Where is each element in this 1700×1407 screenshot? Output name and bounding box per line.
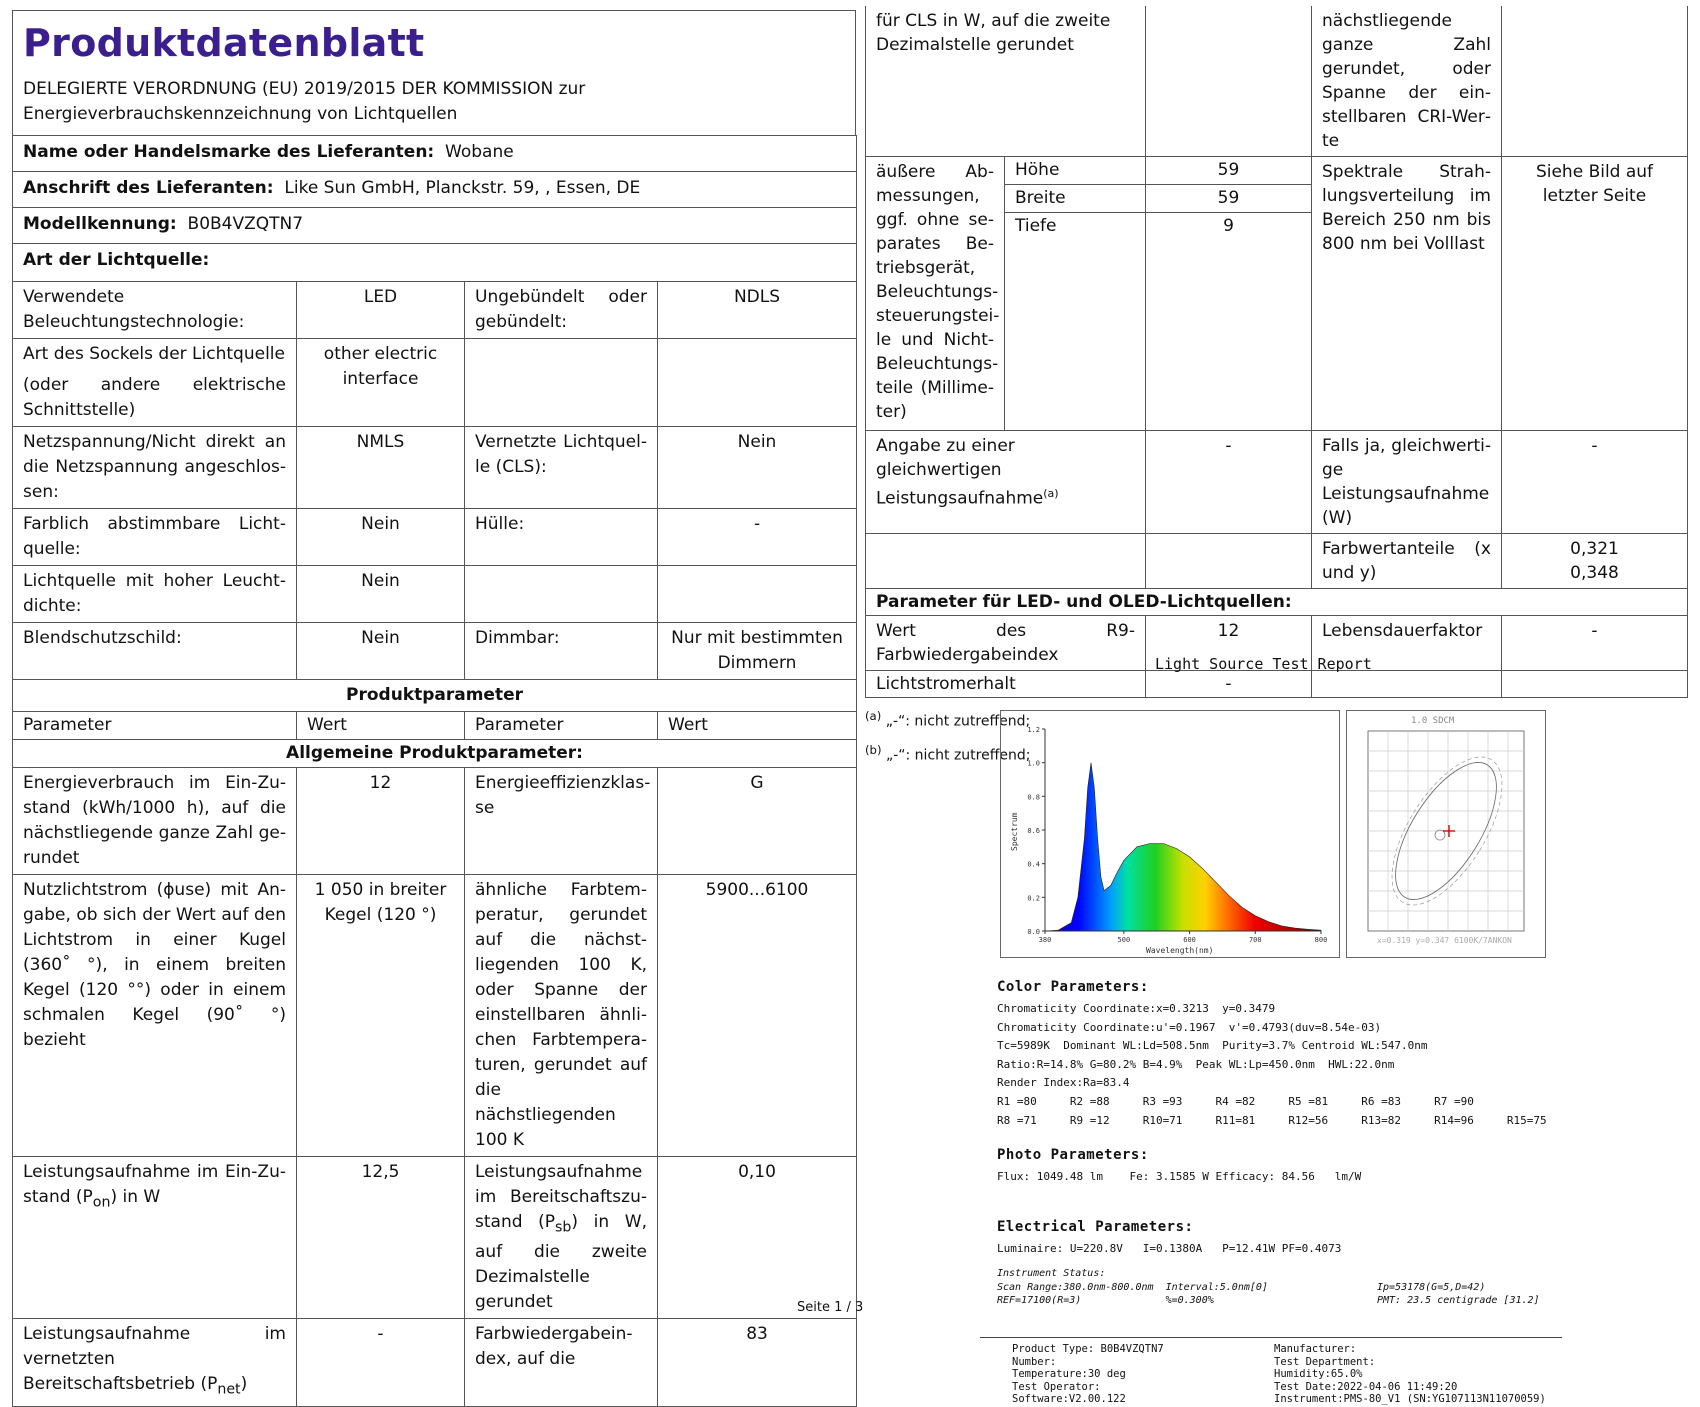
page-title: Produktdatenblatt <box>23 21 425 65</box>
supplier-name-value: Wobane <box>445 142 514 162</box>
column-header-row <box>13 712 857 740</box>
param-value: - <box>658 509 857 566</box>
spectrum-x-tick-label: 500 <box>1117 936 1131 944</box>
supplier-address-value: Like Sun GmbH, Planckstr. 59, , Essen, DE <box>284 178 641 198</box>
param-label: Energieverbrauch im Ein-Zustand (kWh/1000 h), auf die nächstliegende ganze Zahl gerundet <box>13 768 297 875</box>
supplier-name-row <box>13 136 857 172</box>
param-label: Blendschutzschild: <box>13 623 297 680</box>
spectrum-y-tick-label: 0.2 <box>1027 894 1040 903</box>
param-value: G <box>658 768 857 875</box>
footnote-text: „-“: nicht zutreffend; <box>885 713 1031 730</box>
color-line: Chromaticity Coordinate:u'=0.1967 v'=0.4793(duv=8.54e-03) <box>997 1020 1382 1034</box>
table-row <box>866 431 1688 534</box>
param-label: Vernetzte Lichtquelle (CLS): <box>465 427 658 509</box>
column-header: Parameter <box>465 712 658 740</box>
spectrum-series-area <box>1045 763 1321 931</box>
footer-line: Number: <box>1012 1355 1057 1368</box>
spectrum-ylabel: Spectrum <box>1010 812 1019 851</box>
param-label: Lebensdauerfaktor <box>1312 616 1502 671</box>
spectrum-y-tick-label: 1.2 <box>1027 726 1040 734</box>
param-value: Nein <box>297 623 465 680</box>
dim-value: 9 <box>1146 213 1312 431</box>
param-label-text: ) in W, auf die zweite Dezimalstelle gerundet <box>475 1212 648 1313</box>
page-number: Seite 1 / 3 <box>797 1300 864 1315</box>
table-row <box>866 157 1688 185</box>
footer-line: Manufacturer: <box>1274 1343 1357 1355</box>
empty-cell <box>1312 671 1502 698</box>
light-type-row <box>13 244 857 282</box>
spectrum-x-tick-label: 700 <box>1248 936 1262 944</box>
equiv-label: Angabe zu einer gleichwertigen Leistungsaufnahme <box>876 436 1044 509</box>
param-value <box>1502 6 1688 157</box>
param-label: Farbwertanteile (x und y) <box>1312 534 1502 589</box>
socket-label-2: (oder andere elektrische Schnittstelle) <box>23 375 286 420</box>
photo-params-heading: Photo Parameters: <box>997 1147 1149 1163</box>
param-value: Nein <box>658 427 857 509</box>
column-header: Parameter <box>13 712 297 740</box>
param-value <box>658 566 857 623</box>
param-label: Farbwiedergabeindex, auf die <box>465 1319 658 1406</box>
report-title: Light Source Test Report <box>1155 655 1372 673</box>
param-value <box>658 339 857 427</box>
param-value: 12 <box>297 768 465 875</box>
empty-cell <box>866 534 1146 589</box>
socket-label: Art des Sockels der Lichtquelle <box>23 344 285 364</box>
cie-diagram <box>1347 711 1545 957</box>
footer-line: Software:V2.00.122 <box>1012 1393 1126 1406</box>
chroma-y: 0,348 <box>1570 563 1619 583</box>
footnote-text: „-“: nicht zutreffend; <box>885 747 1031 764</box>
footnote-mark: (b) <box>865 742 882 757</box>
report-divider <box>980 1337 1562 1338</box>
dim-name: Höhe <box>1005 157 1146 185</box>
color-line: R8 =71 R9 =12 R10=71 R11=81 R12=56 R13=82 R14=96 R15=75 <box>997 1113 1547 1127</box>
footer-line: Product Type: B0B4VZQTN7 <box>1012 1343 1164 1355</box>
param-label-text: Leistungsaufnahme im Ein-Zustand (P <box>23 1162 286 1207</box>
param-value: - <box>297 1319 465 1406</box>
footer-line: Temperature:30 deg <box>1012 1368 1126 1381</box>
param-value: other electric interface <box>297 339 465 427</box>
supplier-address-row <box>13 172 857 208</box>
instrument-status-heading: Instrument Status: <box>997 1268 1106 1279</box>
color-line: Ratio:R=14.8% G=80.2% B=4.9% Peak WL:Lp=450.0nm HWL:22.0nm <box>997 1057 1395 1071</box>
param-label <box>465 339 658 427</box>
footer-line: Humidity:65.0% <box>1274 1368 1363 1381</box>
photo-params: Flux: 1049.48 lm Fe: 3.1585 W Efficacy: 84.56 lm/W <box>997 1170 1362 1183</box>
light-type-label: Art der Lichtquelle: <box>23 250 210 270</box>
header <box>12 10 856 135</box>
param-value: - <box>1502 616 1688 671</box>
general-title: Allgemeine Produktparameter: <box>13 740 857 768</box>
instrument-status-line-2b: PMT: 23.5 centigrade [31.2] <box>1377 1295 1540 1306</box>
color-line: Chromaticity Coordinate:x=0.3213 y=0.3479 <box>997 1002 1276 1015</box>
dim-value: 59 <box>1146 157 1312 185</box>
table-row <box>13 427 857 509</box>
param-value: 12 <box>1146 616 1312 671</box>
model-value: B0B4VZQTN7 <box>187 214 304 234</box>
param-label <box>465 566 658 623</box>
spectrum-y-tick-label: 0.8 <box>1027 793 1040 802</box>
table-row <box>13 339 857 427</box>
chroma-x: 0,321 <box>1570 539 1619 559</box>
dim-name: Breite <box>1005 185 1146 213</box>
color-line: Render Index:Ra=83.4 <box>997 1076 1130 1090</box>
table-row <box>866 6 1688 157</box>
spectrum-chart <box>1001 711 1339 957</box>
param-value: - <box>1502 431 1688 534</box>
param-value: LED <box>297 282 465 339</box>
spectrum-x-tick-label: 380 <box>1038 936 1052 944</box>
cie-chart-box <box>1346 710 1546 958</box>
spectrum-y-tick-label: 0.4 <box>1027 860 1040 869</box>
supplier-address-label: Anschrift des Lieferanten: <box>23 178 274 198</box>
param-value: 83 <box>658 1319 857 1406</box>
footnote-mark: (a) <box>865 709 882 723</box>
instrument-status-line-1b: Ip=53178(G=5,D=42) <box>1377 1282 1486 1293</box>
param-value: 0,10 <box>658 1157 857 1319</box>
report-footer-left <box>1012 1343 1164 1406</box>
datasheet-table <box>12 135 857 1407</box>
param-label: Dimmbar: <box>465 623 658 680</box>
spectrum-xlabel: Wavelength(nm) <box>1146 946 1214 955</box>
spectral-label: Spektrale Strahlungsverteilung im Bereich 250 nm bis 800 nm bei Volllast <box>1312 157 1502 431</box>
param-value: NDLS <box>658 282 857 339</box>
param-value: Nein <box>297 566 465 623</box>
footer-line: Test Department: <box>1274 1355 1376 1368</box>
spectrum-y-tick-label: 1.0 <box>1027 759 1040 768</box>
electrical-params-heading: Electrical Parameters: <box>997 1219 1194 1235</box>
spectrum-y-tick-label: 0.6 <box>1027 827 1040 835</box>
param-label: Falls ja, gleichwertige Leistungsaufnahme (W) <box>1312 431 1502 534</box>
param-label: Hülle: <box>465 509 658 566</box>
color-line: Tc=5989K Dominant WL:Ld=508.5nm Purity=3.7% Centroid WL:547.0nm <box>997 1039 1428 1053</box>
color-params <box>997 1000 1547 1130</box>
table-row <box>13 768 857 875</box>
table-row <box>13 1157 857 1319</box>
param-label: für CLS in W, auf die zweite Dezimalstelle gerundet <box>866 6 1146 157</box>
section-row <box>13 680 857 712</box>
datasheet-left <box>12 10 856 1407</box>
table-row <box>13 1319 857 1406</box>
param-value: 5900...6100 <box>658 875 857 1157</box>
dimensions-label: äußere Abmessungen, ggf. ohne separates Betriebsgerät, Beleuchtungssteuerungsteile und Nicht-Beleuchtungsteile (Millimeter) <box>866 157 1005 431</box>
footer-line: Instrument:PMS-80_V1 (SN:YG107113N11070059) <box>1274 1393 1546 1406</box>
param-value: Nein <box>297 509 465 566</box>
param-label <box>866 431 1146 534</box>
regulation-line-1: DELEGIERTE VERORDNUNG (EU) 2019/2015 DER KOMMISSION zur <box>23 79 586 99</box>
spectrum-y-tick-label: 0.0 <box>1027 928 1040 936</box>
section-row <box>13 740 857 768</box>
spectral-value: Siehe Bild auf letzter Seite <box>1502 157 1688 431</box>
param-label-text: Leistungsaufnahme im vernetzten Bereitschaftsbetrieb (P <box>23 1324 286 1395</box>
electrical-params: Luminaire: U=220.8V I=0.1380A P=12.41W PF=0.4073 <box>997 1242 1342 1255</box>
spectrum-x-tick-label: 800 <box>1314 936 1328 944</box>
param-value <box>1146 6 1312 157</box>
section-row <box>866 589 1688 616</box>
table-row <box>13 875 857 1157</box>
regulation-line-2: Energieverbrauchskennzeichnung von Lichtquellen <box>23 104 458 124</box>
param-label: nächstliegende ganze Zahl gerundet, oder Spanne der einstellbaren CRI-Werte <box>1312 6 1502 157</box>
param-label-text: Leistungsaufnahme im Bereitschaftszustand (P <box>475 1162 647 1232</box>
table-row <box>866 534 1688 589</box>
cie-title: 1.0 SDCM <box>1411 716 1455 726</box>
supplier-name-label: Name oder Handelsmarke des Lieferanten: <box>23 142 435 162</box>
param-subscript: net <box>217 1381 241 1398</box>
footer-line: Test Operator: <box>1012 1380 1101 1393</box>
led-section-title: Parameter für LED- und OLED-Lichtquellen: <box>866 589 1688 616</box>
param-label: Verwendete Beleuchtungstechnologie: <box>13 282 297 339</box>
cie-caption: x=0.319 y=0.347 6100K/7ANKON <box>1377 936 1512 945</box>
footer-line: Test Date:2022-04-06 11:49:20 <box>1274 1380 1458 1393</box>
param-subscript: sb <box>555 1219 572 1236</box>
spectrum-chart-box <box>1000 710 1340 958</box>
table-row <box>13 509 857 566</box>
column-header: Wert <box>658 712 857 740</box>
report-footer-right <box>1274 1343 1546 1406</box>
param-label: Ungebündelt oder gebündelt: <box>465 282 658 339</box>
param-label: Lichtstromerhalt <box>866 671 1146 698</box>
color-params-heading: Color Parameters: <box>997 979 1149 995</box>
section-title: Produktparameter <box>13 680 857 712</box>
param-value: - <box>1146 671 1312 698</box>
param-label: Lichtquelle mit hoher Leuchtdichte: <box>13 566 297 623</box>
model-row <box>13 208 857 244</box>
spectrum-x-tick-label: 600 <box>1183 936 1196 944</box>
datasheet-table-continued <box>865 6 1688 698</box>
param-label <box>13 339 297 427</box>
footnote-ref: (a) <box>1043 487 1059 500</box>
param-label: Netzspannung/Nicht direkt an die Netzspannung angeschlossen: <box>13 427 297 509</box>
param-label <box>465 1157 658 1319</box>
param-label: Wert des R9-Farbwiedergabeindex <box>866 616 1146 671</box>
table-row <box>13 566 857 623</box>
param-subscript: on <box>92 1194 111 1211</box>
param-label-text: ) in W <box>110 1187 161 1207</box>
model-label: Modellkennung: <box>23 214 177 234</box>
param-label: Energieeffizienzklasse <box>465 768 658 875</box>
param-label <box>13 1157 297 1319</box>
param-label <box>13 1319 297 1406</box>
empty-cell <box>1502 671 1688 698</box>
color-line: R1 =80 R2 =88 R3 =93 R4 =82 R5 =81 R6 =83 R7 =90 <box>997 1094 1474 1108</box>
table-row <box>866 671 1688 698</box>
column-header: Wert <box>297 712 465 740</box>
empty-cell <box>1146 534 1312 589</box>
param-label: Nutzlichtstrom (ɸuse) mit Angabe, ob sich der Wert auf den Lichtstrom in einer Kugel (360˚ °), in einem breiten Kegel (120 °°) oder in einem schmalen Kegel (90˚ °) bezieht <box>13 875 297 1157</box>
param-value: NMLS <box>297 427 465 509</box>
param-label-text: ) <box>240 1374 248 1395</box>
instrument-status-line-1a: Scan Range:380.0nm-800.0nm Interval:5.0nm[0] <box>997 1282 1268 1293</box>
instrument-status-line-2a: REF=17100(R=3) %=0.300% <box>997 1295 1214 1306</box>
param-label: Farblich abstimmbare Lichtquelle: <box>13 509 297 566</box>
table-row <box>13 623 857 680</box>
dim-name: Tiefe <box>1005 213 1146 431</box>
table-row <box>13 282 857 339</box>
param-value: 1 050 in breiter Kegel (120 °) <box>297 875 465 1157</box>
param-value: Nur mit bestimmten Dimmern <box>658 623 857 680</box>
param-value: - <box>1146 431 1312 534</box>
dim-value: 59 <box>1146 185 1312 213</box>
param-value: 12,5 <box>297 1157 465 1319</box>
param-value <box>1502 534 1688 589</box>
param-label: ähnliche Farbtemperatur, gerundet auf die nächstliegenden 100 K, oder Spanne der einstellbaren ähnlichen Farbtemperaturen, gerundet auf die nächstliegenden 100 K <box>465 875 658 1157</box>
